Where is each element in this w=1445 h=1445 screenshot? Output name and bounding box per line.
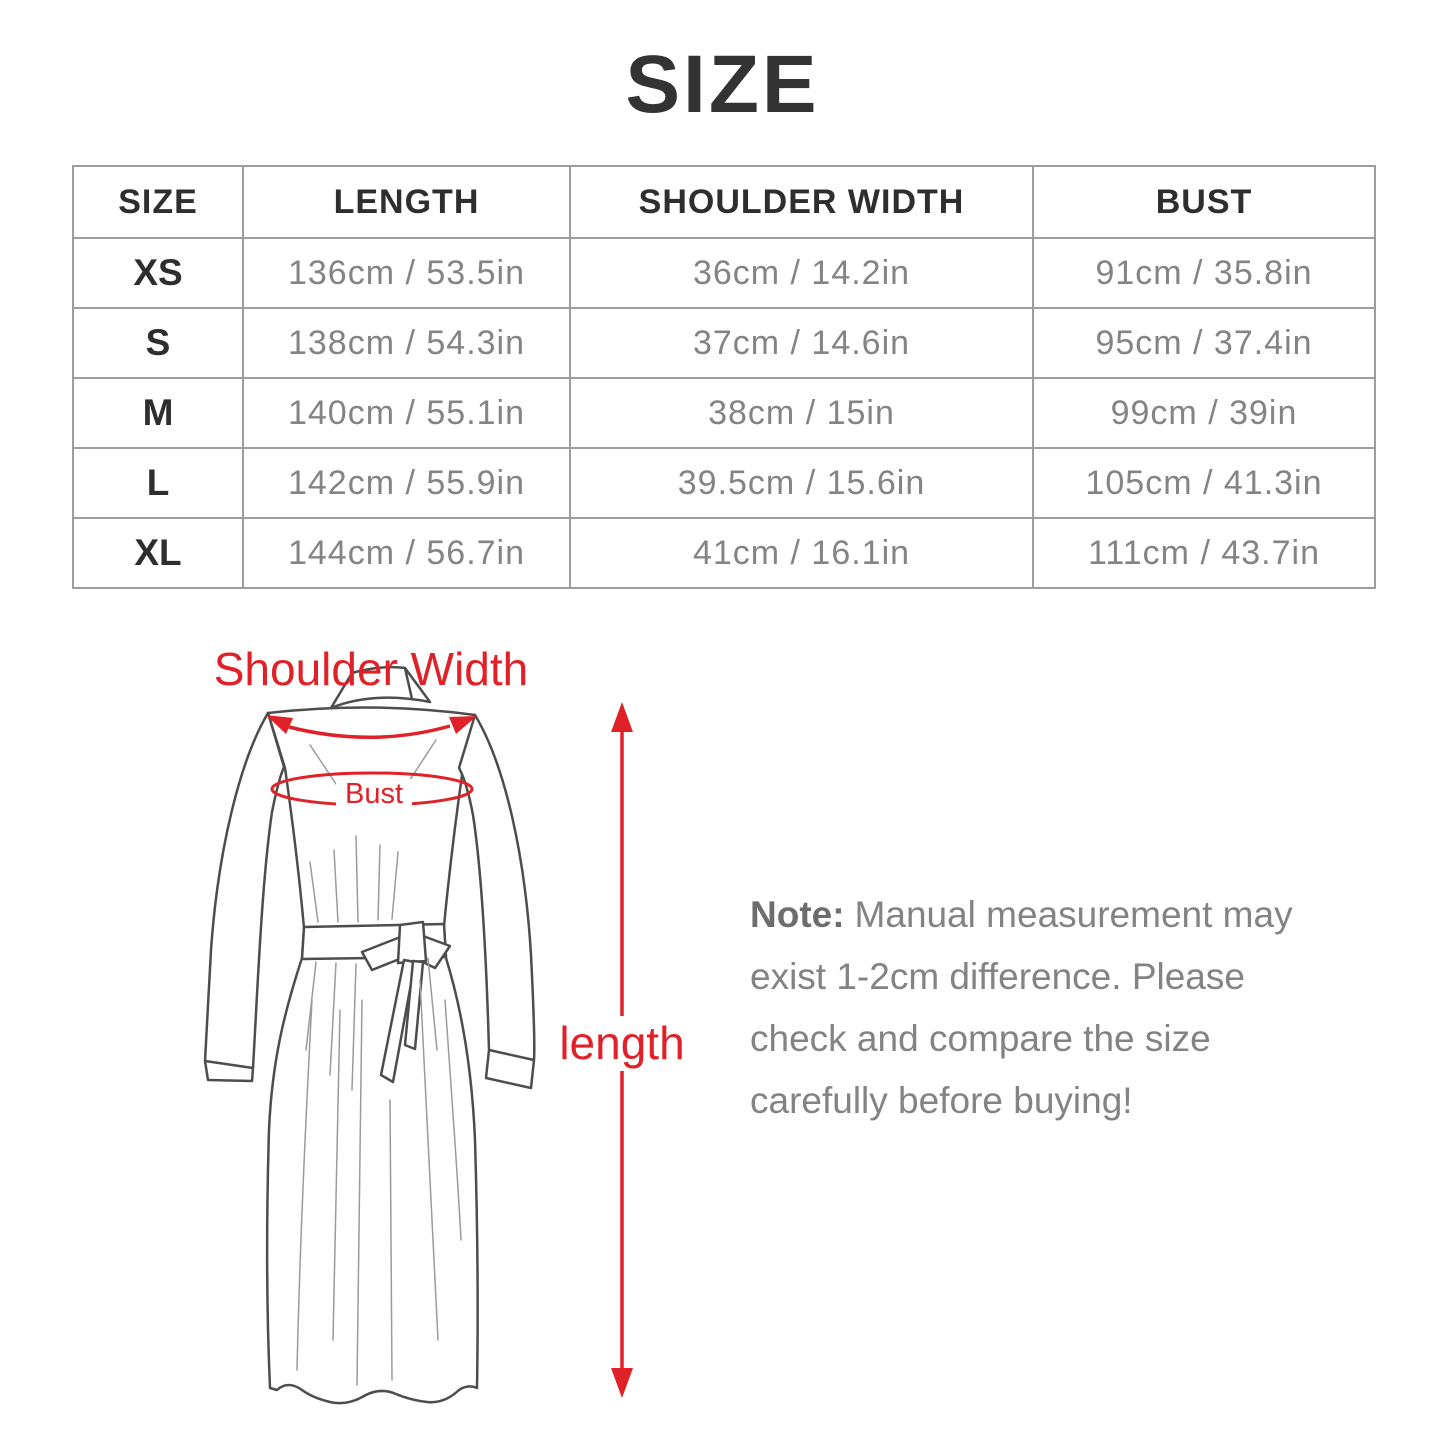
shoulder-cell: 37cm / 14.6in (570, 308, 1033, 378)
shoulder-cell: 41cm / 16.1in (570, 518, 1033, 588)
length-cell: 142cm / 55.9in (243, 448, 570, 518)
note-line: carefully before buying! (750, 1080, 1133, 1121)
size-cell: S (73, 308, 243, 378)
size-cell: M (73, 378, 243, 448)
shoulder-cell: 39.5cm / 15.6in (570, 448, 1033, 518)
header-bust: BUST (1033, 166, 1375, 238)
bust-cell: 91cm / 35.8in (1033, 238, 1375, 308)
size-cell: XL (73, 518, 243, 588)
bow-knot (398, 922, 426, 963)
note-line: exist 1-2cm difference. Please (750, 956, 1245, 997)
note-label: Note: (750, 894, 845, 935)
length-cell: 144cm / 56.7in (243, 518, 570, 588)
bust-label: Bust (336, 779, 412, 811)
length-cell: 140cm / 55.1in (243, 378, 570, 448)
bust-cell: 99cm / 39in (1033, 378, 1375, 448)
length-cell: 136cm / 53.5in (243, 238, 570, 308)
length-cell: 138cm / 54.3in (243, 308, 570, 378)
length-label: length (547, 1016, 696, 1071)
bust-cell: 95cm / 37.4in (1033, 308, 1375, 378)
bust-cell: 111cm / 43.7in (1033, 518, 1375, 588)
note-line (750, 884, 1330, 946)
note-line: check and compare the size (750, 1018, 1211, 1059)
header-length: LENGTH (243, 166, 570, 238)
header-shoulder-width: SHOULDER WIDTH (570, 166, 1033, 238)
header-size: SIZE (73, 166, 243, 238)
note-line-text: Manual measurement may (854, 894, 1293, 935)
size-cell: XS (73, 238, 243, 308)
shoulder-width-label: Shoulder Width (213, 643, 529, 695)
bust-cell: 105cm / 41.3in (1033, 448, 1375, 518)
size-cell: L (73, 448, 243, 518)
right-sleeve (459, 715, 534, 1088)
left-sleeve (205, 713, 284, 1081)
page-title: SIZE (625, 39, 820, 130)
note-text (750, 884, 1330, 1132)
shoulder-cell: 38cm / 15in (570, 378, 1033, 448)
shoulder-cell: 36cm / 14.2in (570, 238, 1033, 308)
